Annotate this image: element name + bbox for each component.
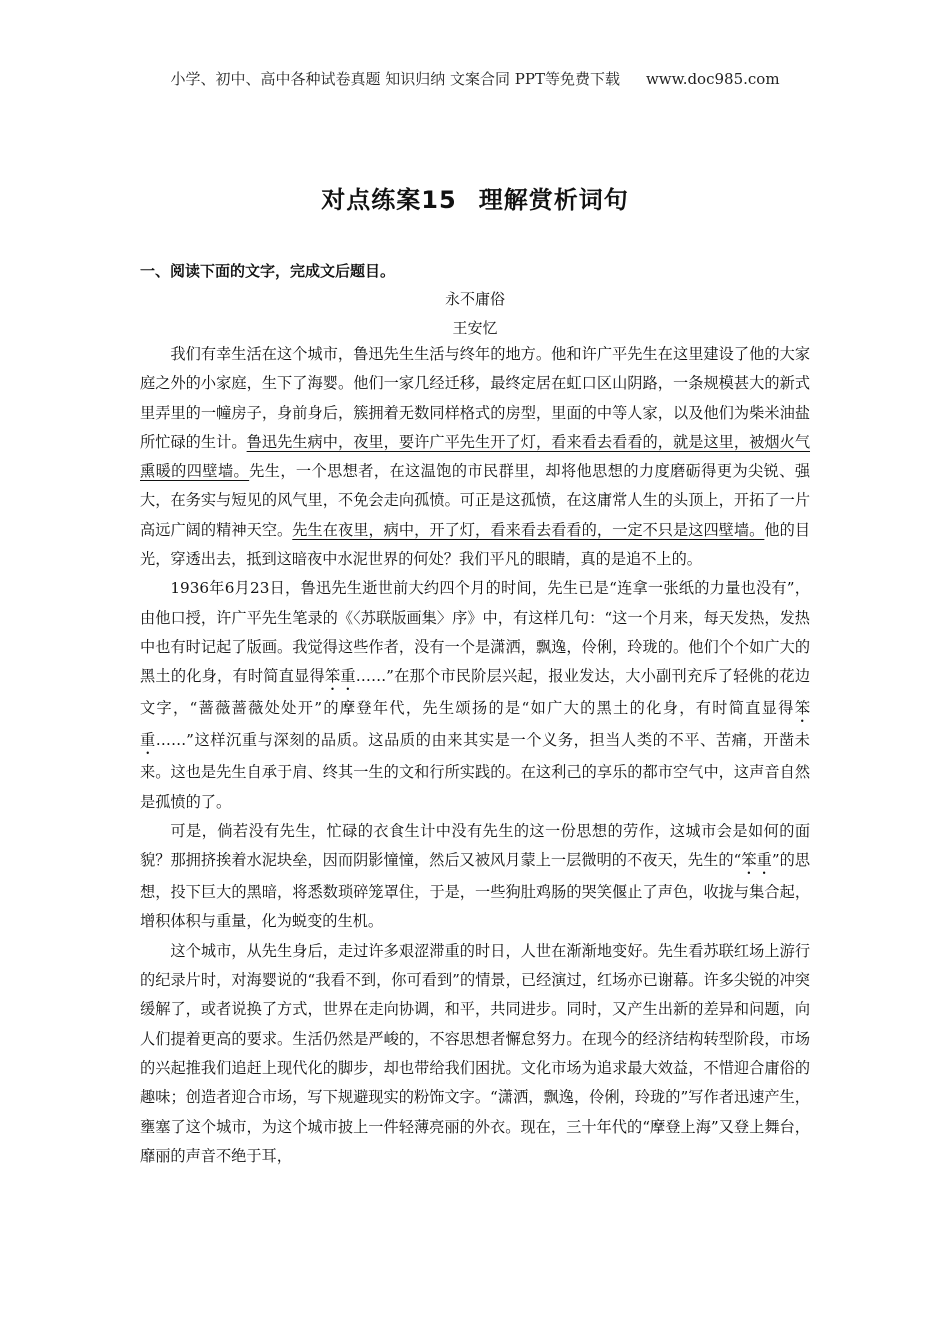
paragraph-3 <box>140 817 810 937</box>
article-title: 永不庸俗 <box>444 290 505 308</box>
header-url[interactable]: www.doc985.com <box>645 70 780 88</box>
title-part2: 理解赏析词句 <box>478 186 629 214</box>
underlined-sentence-1: 鲁迅先生病中，夜里，要许广平先生开了灯，看来看去看看的，就是这里，被烟火气熏暖的四壁墙。 <box>140 432 811 481</box>
p2-text-c: ……”这样沉重与深刻的品质。这品质的由来其实是一个义务，担当人类的不平、苦痛，开凿未来。这也是先生自承于肩、终其一生的文和行所实践的。在这利己的享乐的都市空气中，这声音自然是孤愤的了。 <box>140 731 810 811</box>
article-body <box>140 340 810 1171</box>
p1-text-a: 我们有幸生活在这个城市，鲁迅先生生活与终年的地方。他和许广平先生在这里建设了他的大家庭之外的小家庭，生下了海婴。他们一家几经迁移，最终定居在虹口区山阴路，一条规模甚大的新式里弄里的一幢房子，身前身后，簇拥着无数同样格式的房型，里面的中等人家，以及他们为柴米油盐所忙碌的生计。 <box>140 345 810 451</box>
p2-text-b: ……”在那个市民阶层兴起，报业发达，大小副刊充斥了轻佻的花边文字，“蔷薇蔷薇处处开”的摩登年代，先生颂扬的是“如广大的黑土的化身，有时简直显得 <box>140 667 811 718</box>
paragraph-1 <box>140 340 810 574</box>
section-label: 一、阅读下面的文字，完成文后题目。 <box>140 262 396 280</box>
title-part1: 对点练案15 <box>321 186 457 214</box>
emphasis-word: 笨重 <box>324 667 356 686</box>
p1-text-b: 先生，一个思想者，在这温饱的市民群里，却将他思想的力度磨砺得更为尖锐、强大，在务实与短见的风气里，不免会走向孤愤。可正是这孤愤，在这庸常人生的头顶上，开拓了一片高远广阔的精神天空。 <box>140 462 811 539</box>
underlined-sentence-2: 先生在夜里，病中，开了灯，看来看去看看的，一定不只是这四壁墙。 <box>292 520 765 539</box>
paragraph-4: 这个城市，从先生身后，走过许多艰涩滞重的时日，人世在渐渐地变好。先生看苏联红场上游行的纪录片时，对海婴说的“我看不到，你可看到”的情景，已经演过，红场亦已谢幕。许多尖锐的冲突缓解了，或者说换了方式，世界在走向协调，和平，共同进步。同时，又产生出新的差异和问题，向人们提着更高的要求。生活仍然是严峻的，不容思想者懈怠努力。在现今的经济结构转型阶段，市场的兴起推我们追赶上现代化的脚步，却也带给我们困扰。文化市场为追求最大效益，不惜迎合庸俗的趣味；创造者迎合市场，写下规避现实的粉饰文字。“潇洒，飘逸，伶俐，玲珑的”写作者迅速产生，壅塞了这个城市，为这个城市披上一件轻薄亮丽的外衣。现在，三十年代的“摩登上海”又登上舞台，靡丽的声音不绝于耳， <box>140 941 810 1165</box>
emphasis-word: 笨重 <box>741 851 772 870</box>
p3-text-b: ”的思想，投下巨大的黑暗，将悉数琐碎笼罩住，于是，一些狗肚鸡肠的哭笑偃止了声色，收拢与集合起，增积体积与重量，化为蜕变的生机。 <box>140 851 811 931</box>
article-author: 王安忆 <box>452 319 498 337</box>
page-header <box>0 68 950 89</box>
header-text: 小学、初中、高中各种试卷真题 知识归纳 文案合同 PPT等免费下载 <box>170 70 620 88</box>
p2-text-a: 1936年6月23日，鲁迅先生逝世前大约四个月的时间，先生已是“连拿一张纸的力量也没有”，由他口授，许广平先生笔录的《〈苏联版画集〉序》中，有这样几句：“这一个月来，每天发热，发热中也有时记起了版画。我觉得这些作者，没有一个是潇洒，飘逸，伶俐，玲珑的。他们个个如广大的黑土的化身，有时简直显得 <box>140 579 810 686</box>
p1-text-c: 他的目光，穿透出去，抵到这暗夜中水泥世界的何处？我们平凡的眼睛，真的是追不上的。 <box>140 520 811 569</box>
p3-text-a: 可是，倘若没有先生，忙碌的衣食生计中没有先生的这一份思想的劳作，这城市会是如何的面貌？那拥挤挨着水泥块垒，因而阴影憧憧，然后又被风月蒙上一层微明的不夜天，先生的“ <box>140 821 810 870</box>
page-title <box>0 180 950 215</box>
emphasis-word: 笨重 <box>140 699 810 750</box>
paragraph-2 <box>140 574 810 816</box>
